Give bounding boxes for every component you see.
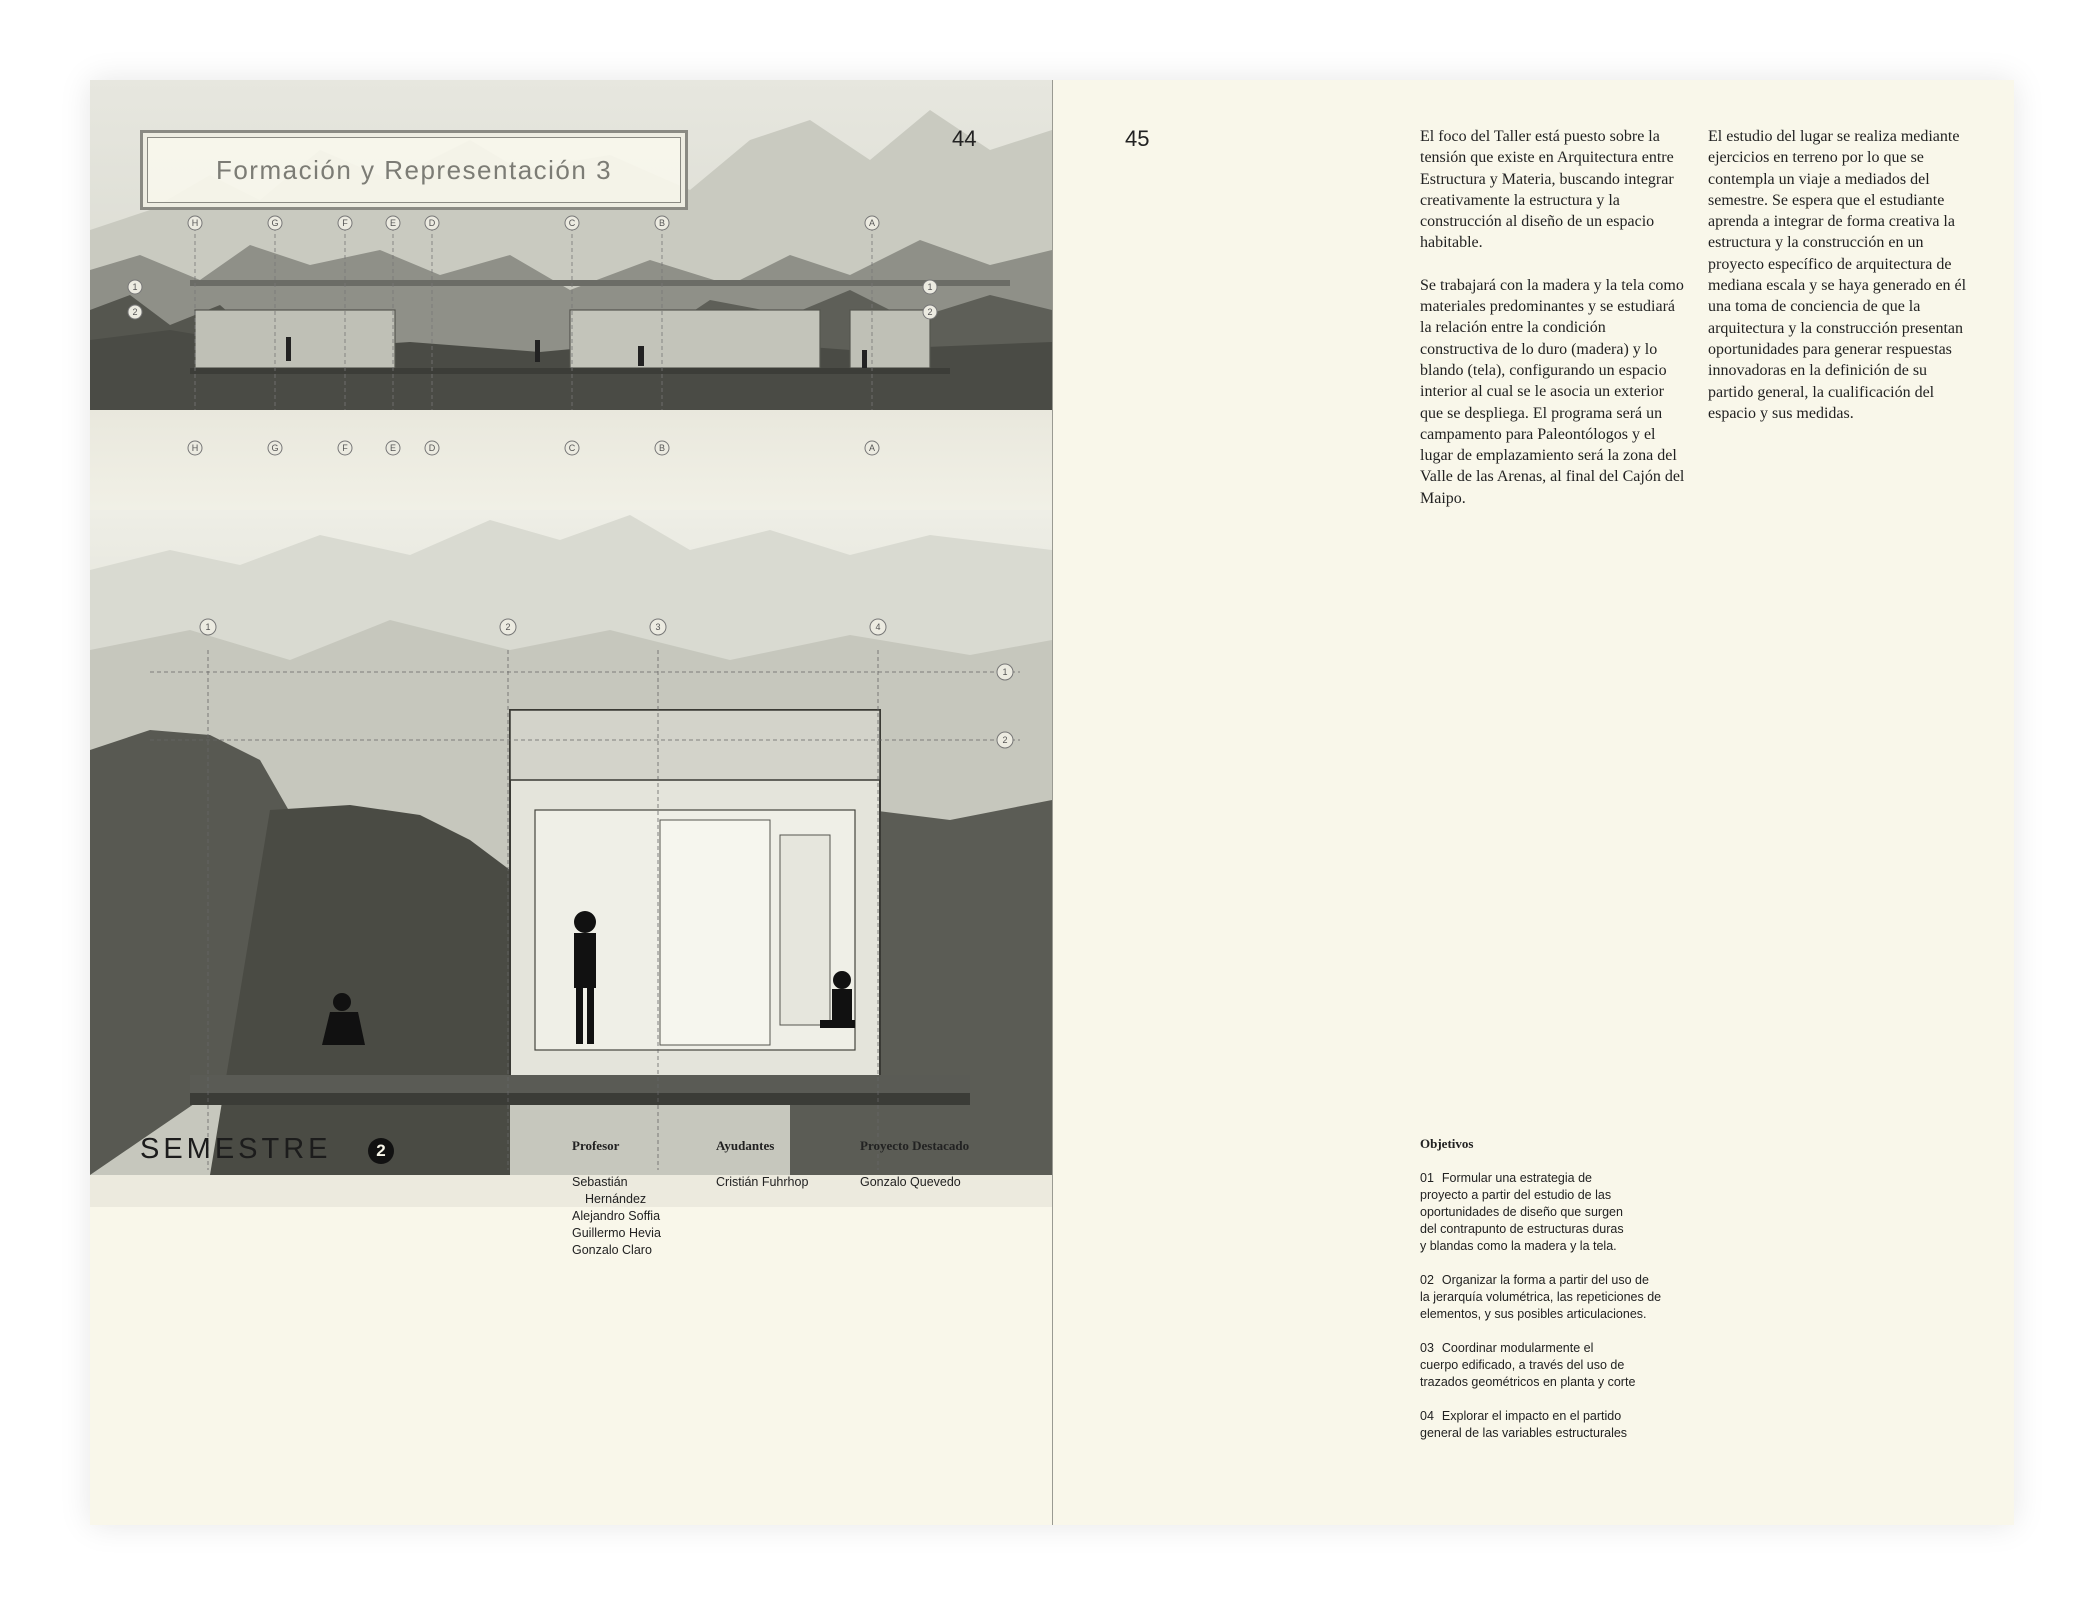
credit-name: Sebastián [572,1175,628,1189]
grid-axis-markers [90,410,1052,510]
left-page [90,80,1052,1525]
level-axis-label: 1 [927,282,933,292]
grid-axis-label: 1 [205,622,211,632]
section-image [90,510,1052,1175]
grid-axis-label: F [342,218,348,228]
page-number-left: 44 [952,126,977,151]
credits-ayudantes [716,1138,808,1191]
credit-name: Alejandro Soffia [572,1209,661,1223]
body-column-1 [1420,126,1685,530]
plate-gap [90,410,1052,510]
objective-number: 01 [1420,1171,1434,1185]
section-drawing [90,510,1052,1175]
grid-axis-label: 3 [655,622,661,632]
credit-name: Gonzalo Quevedo [860,1175,961,1189]
credit-name: Gonzalo Claro [572,1243,652,1257]
grid-axis-label: 2 [505,622,511,632]
page-number-right: 45 [1125,126,1150,151]
grid-axis-label: F [342,443,348,453]
title-frame [140,130,688,210]
semestre-number-badge: 2 [368,1138,394,1164]
grid-axis-label: C [568,443,576,453]
grid-axis-label: G [271,443,279,453]
credit-name: Cristián Fuhrhop [716,1175,809,1189]
level-axis-label: 2 [927,307,933,317]
objective-text: Coordinar modularmente el cuerpo edificado, a través del uso de trazados geométricos en planta y corte [1420,1341,1636,1389]
grid-axis-label: D [428,218,436,228]
semestre-label: SEMESTRE [140,1133,332,1165]
grid-axis-label: D [428,443,436,453]
grid-axis-label: A [868,443,876,453]
level-axis-label: 2 [1002,735,1008,745]
objective-item [1420,1408,1690,1442]
grid-axis-label: B [658,218,666,228]
objective-item [1420,1170,1690,1255]
credits-profesor [572,1138,661,1259]
grid-axis-label: H [191,218,199,228]
credits-proyecto-destacado [860,1138,969,1191]
credits-heading: Ayudantes [716,1138,775,1153]
objective-number: 03 [1420,1341,1434,1355]
level-axis-label: 1 [132,282,138,292]
body-paragraph: El estudio del lugar se realiza mediante ejercicios en terreno por lo que se contempla un viaje a mediados del semestre. Se espera que el estudiante aprenda a integrar de forma creativa la estructura y la construcción en un proyecto específico de arquitectura de mediana escala y se haya generado en él una toma de conciencia de que la arquitectura y la construcción presentan oportunidades para generar respuestas innovadoras en la definición de su partido general, la cualificación del espacio y sus medidas. [1708,128,1967,422]
objective-item [1420,1272,1690,1323]
objective-text: Organizar la forma a partir del uso de la jerarquía volumétrica, las repeticiones de elementos, y sus posibles articulaciones. [1420,1273,1662,1321]
grid-axis-label: B [658,443,666,453]
grid-axis-label: 4 [875,622,881,632]
grid-axis-label: E [389,443,397,453]
objectives-list [1420,1170,1690,1459]
objective-number: 04 [1420,1409,1434,1423]
credit-name: Hernández [585,1192,647,1206]
objective-text: Explorar el impacto en el partido general de las variables estructurales [1420,1409,1628,1440]
level-axis-label: 2 [132,307,138,317]
body-paragraph: El foco del Taller está puesto sobre la tensión que existe en Arquitectura entre Estructura y Materia, buscando integrar creativamente la estructura y la construcción al diseño de un espacio habitable. [1420,128,1674,252]
level-axis-label: 1 [1002,667,1008,677]
page-title: Formación y Representación 3 [215,155,613,185]
architectural-plate [90,80,1052,1207]
book-spread [90,80,2014,1525]
credits-heading: Proyecto Destacado [860,1138,970,1153]
objective-number: 02 [1420,1273,1434,1287]
credit-name: Guillermo Hevia [572,1226,661,1240]
grid-axis-label: G [271,218,279,228]
credits-heading: Profesor [572,1138,620,1153]
objective-text: Formular una estrategia de proyecto a partir del estudio de las oportunidades de diseño que surgen del contrapunto de estructuras duras y blandas como la madera y la tela. [1420,1171,1624,1253]
grid-axis-label: H [191,443,199,453]
body-column-2 [1708,126,1973,445]
objectives-heading: Objetivos [1420,1136,1474,1151]
right-page [1053,80,2014,1525]
grid-axis-label: C [568,218,576,228]
body-paragraph: Se trabajará con la madera y la tela como materiales predominantes y se estudiará la relación entre la condición constructiva de lo duro (madera) y lo blando (tela), configurando un espacio interior al cual se le asocia un exterior que se despliega. El programa será un campamento para Paleontólogos y el lugar de emplazamiento será la zona del Valle de las Arenas, al final del Cajón del Maipo. [1420,276,1685,507]
objective-item [1420,1340,1690,1391]
grid-axis-label: A [868,218,876,228]
grid-axis-label: E [389,218,397,228]
